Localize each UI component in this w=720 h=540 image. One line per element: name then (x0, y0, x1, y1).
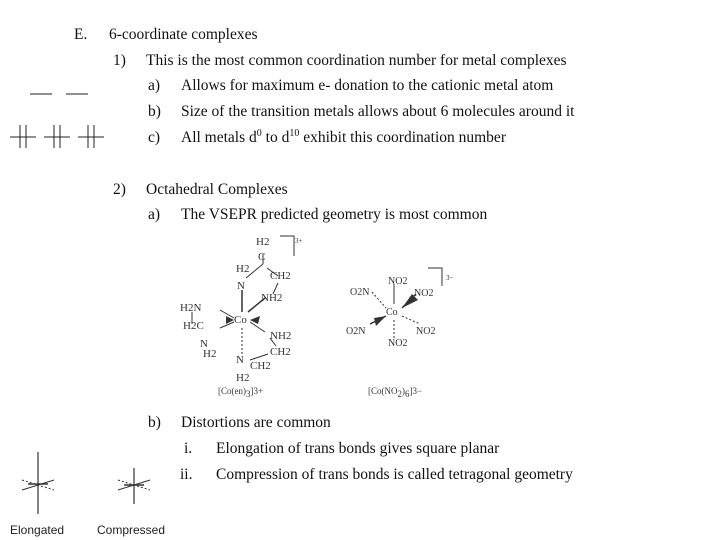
right-charge-corner: 3− (446, 274, 454, 282)
right-no2-bottom: NO2 (388, 338, 408, 349)
right-no2-upper: NO2 (414, 288, 434, 299)
left-co-center: Co (234, 314, 247, 326)
point-2b-i-text: Elongation of trans bonds gives square planar (216, 440, 500, 457)
point-2b-i-label: i. (184, 440, 193, 457)
left-h2c-left: H2C (183, 320, 204, 332)
elongated-caption: Elongated (10, 523, 65, 537)
left-h2-top: H2 (256, 236, 270, 248)
left-charge-corner: 3+ (295, 237, 303, 245)
right-o2n-lower: O2N (346, 326, 366, 337)
left-ch2-upper: CH2 (270, 270, 291, 282)
point-1c-label: c) (148, 129, 161, 146)
t2g-orbital-2 (44, 125, 70, 148)
point-2-number: 2) (113, 181, 126, 198)
left-ch2-bottom: CH2 (250, 360, 271, 372)
left-ch2-lower: CH2 (270, 346, 291, 358)
right-o2n-upper: O2N (350, 287, 370, 298)
left-c-top: C (258, 251, 266, 263)
left-nh2-right: NH2 (261, 292, 283, 304)
point-1b-label: b) (148, 103, 161, 120)
energy-level-diagram (0, 80, 112, 160)
point-2b-ii-label: ii. (180, 466, 193, 483)
left-nh2-lower: NH2 (270, 330, 292, 342)
left-h2-lower: H2 (203, 348, 217, 360)
section-letter: E. (74, 26, 88, 43)
point-1a-label: a) (148, 77, 161, 94)
distortion-diagrams (14, 448, 174, 520)
section-title: 6-coordinate complexes (109, 26, 258, 43)
elongated-octahedron (22, 452, 54, 514)
point-2b-label: b) (148, 414, 161, 431)
left-complex-formula: [Co(en)3]3+ (218, 386, 264, 399)
left-n-bottom: N (236, 354, 244, 366)
compressed-octahedron (118, 468, 150, 504)
t2g-orbital-3 (78, 125, 104, 148)
left-n-upper: N (237, 280, 245, 292)
point-2b-ii-text: Compression of trans bonds is called tetragonal geometry (216, 466, 573, 483)
point-2a-text: The VSEPR predicted geometry is most common (181, 206, 488, 223)
point-1a-text: Allows for maximum e- donation to the cationic metal atom (181, 77, 554, 94)
point-2b-text: Distortions are common (181, 414, 331, 431)
point-1b-text: Size of the transition metals allows about 6 molecules around it (181, 103, 575, 120)
point-2-text: Octahedral Complexes (146, 181, 288, 198)
right-complex-formula: [Co(NO2)6]3− (368, 386, 423, 399)
point-2a-label: a) (148, 206, 161, 223)
point-1-number: 1) (113, 52, 126, 69)
right-co-center: Co (386, 307, 398, 318)
point-1-text: This is the most common coordination number for metal complexes (146, 52, 567, 69)
left-h2-bottom: H2 (236, 372, 250, 384)
left-n-lower: N (200, 338, 208, 350)
right-no2-top: NO2 (388, 276, 408, 287)
right-no2-lower: NO2 (416, 326, 436, 337)
compressed-caption: Compressed (97, 523, 166, 537)
t2g-orbital-1 (10, 125, 36, 148)
point-1c-text: All metals $d^0$ to $d^{10}$ exhibit this coordination number (181, 127, 506, 146)
left-h2n-left: H2N (180, 302, 202, 314)
left-h2-upper: H2 (236, 263, 250, 275)
